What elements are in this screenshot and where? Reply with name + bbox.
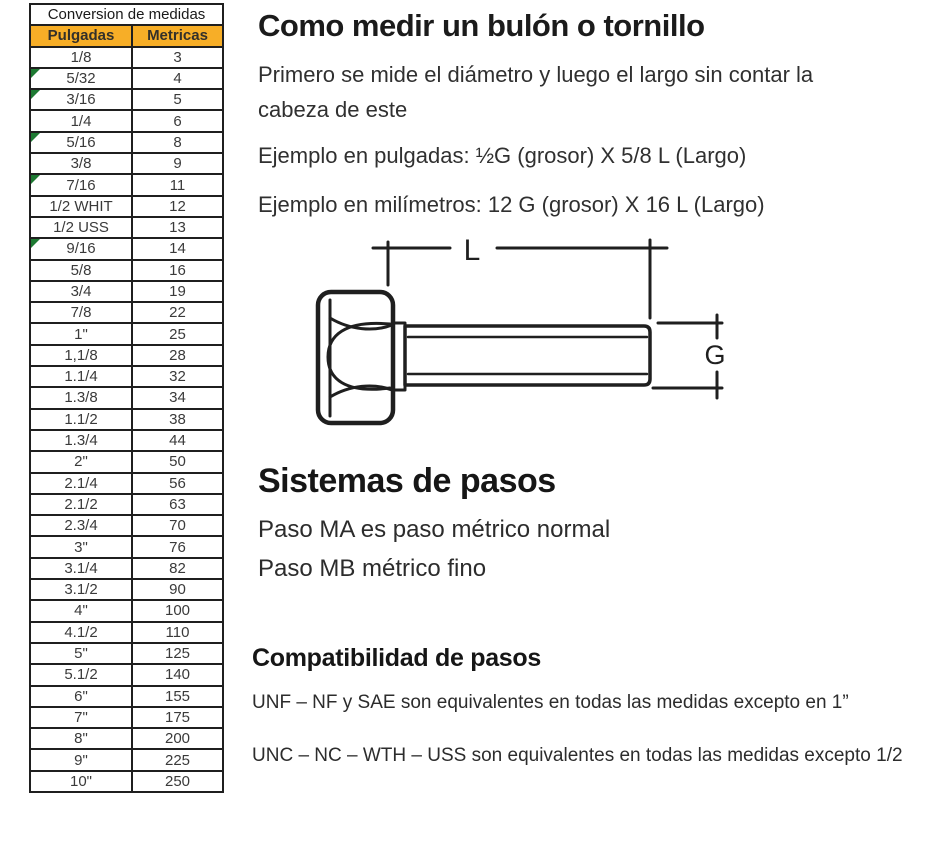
cell-pulgadas: 3/16: [30, 89, 132, 110]
column-header-pulgadas: Pulgadas: [30, 25, 132, 46]
table-row: [30, 430, 223, 451]
column-header-metricas: Metricas: [132, 25, 223, 46]
cell-pulgadas: 5.1/2: [30, 664, 132, 685]
cell-pulgadas: 1/2 USS: [30, 217, 132, 238]
cell-metricas: 3: [132, 47, 223, 68]
conversion-table-body: [30, 47, 223, 792]
table-row: [30, 387, 223, 408]
table-row: [30, 771, 223, 792]
table-row: [30, 515, 223, 536]
page-title: Como medir un bulón o tornillo: [258, 8, 705, 43]
table-row: [30, 260, 223, 281]
comment-marker: [31, 69, 40, 78]
cell-metricas: 110: [132, 622, 223, 643]
bolt-shaft: [405, 326, 650, 385]
table-row: [30, 664, 223, 685]
length-label: L: [463, 234, 481, 267]
cell-metricas: 225: [132, 749, 223, 770]
cell-metricas: 63: [132, 494, 223, 515]
cell-metricas: 140: [132, 664, 223, 685]
cell-metricas: 175: [132, 707, 223, 728]
table-row: [30, 132, 223, 153]
cell-pulgadas: 1/2 WHIT: [30, 196, 132, 217]
cell-metricas: 70: [132, 515, 223, 536]
table-row: [30, 110, 223, 131]
cell-pulgadas: 1": [30, 323, 132, 344]
table-row: [30, 451, 223, 472]
table-row: [30, 558, 223, 579]
pasos-title: Sistemas de pasos: [258, 462, 556, 500]
comment-marker: [31, 133, 40, 142]
cell-pulgadas: 2": [30, 451, 132, 472]
diameter-label: G: [704, 340, 726, 370]
cell-metricas: 6: [132, 110, 223, 131]
table-row: [30, 409, 223, 430]
cell-metricas: 13: [132, 217, 223, 238]
table-row: [30, 238, 223, 259]
table-title-row: [30, 4, 223, 25]
cell-pulgadas: 10": [30, 771, 132, 792]
bolt-head-facet-middle: [328, 323, 390, 389]
cell-pulgadas: 3.1/2: [30, 579, 132, 600]
table-row: [30, 473, 223, 494]
intro-line-2: cabeza de este: [258, 97, 408, 122]
cell-metricas: 34: [132, 387, 223, 408]
table-row: [30, 579, 223, 600]
table-row: [30, 217, 223, 238]
cell-pulgadas: 6": [30, 686, 132, 707]
pasos-line-1: Paso MA es paso métrico normal: [258, 516, 611, 543]
cell-metricas: 28: [132, 345, 223, 366]
table-row: [30, 302, 223, 323]
cell-pulgadas: 8": [30, 728, 132, 749]
table-row: [30, 686, 223, 707]
comment-marker: [31, 175, 40, 184]
table-header-row: [30, 25, 223, 46]
cell-pulgadas: 5/32: [30, 68, 132, 89]
cell-metricas: 56: [132, 473, 223, 494]
cell-metricas: 38: [132, 409, 223, 430]
cell-metricas: 22: [132, 302, 223, 323]
table-row: [30, 47, 223, 68]
table-row: [30, 536, 223, 557]
cell-pulgadas: 1.1/2: [30, 409, 132, 430]
pasos-line-2: Paso MB métrico fino: [258, 555, 487, 582]
cell-metricas: 14: [132, 238, 223, 259]
table-row: [30, 749, 223, 770]
cell-pulgadas: 9": [30, 749, 132, 770]
table-row: [30, 345, 223, 366]
table-row: [30, 707, 223, 728]
cell-pulgadas: 1/8: [30, 47, 132, 68]
cell-metricas: 125: [132, 643, 223, 664]
cell-pulgadas: 1/4: [30, 110, 132, 131]
cell-metricas: 76: [132, 536, 223, 557]
conversion-table: [29, 3, 224, 793]
cell-metricas: 50: [132, 451, 223, 472]
cell-pulgadas: 5/8: [30, 260, 132, 281]
cell-metricas: 200: [132, 728, 223, 749]
cell-pulgadas: 5/16: [30, 132, 132, 153]
table-row: [30, 68, 223, 89]
example-mm-text: Ejemplo en milímetros: 12 G (grosor) X 16 L (Largo): [258, 192, 765, 217]
cell-metricas: 25: [132, 323, 223, 344]
table-row: [30, 600, 223, 621]
cell-metricas: 32: [132, 366, 223, 387]
cell-pulgadas: 2.1/2: [30, 494, 132, 515]
cell-metricas: 12: [132, 196, 223, 217]
cell-metricas: 4: [132, 68, 223, 89]
cell-pulgadas: 1.1/4: [30, 366, 132, 387]
cell-metricas: 16: [132, 260, 223, 281]
intro-paragraph: [258, 57, 813, 127]
intro-line-1: Primero se mide el diámetro y luego el largo sin contar la: [258, 62, 814, 87]
cell-pulgadas: 3.1/4: [30, 558, 132, 579]
example-inches-text: Ejemplo en pulgadas: ½G (grosor) X 5/8 L (Largo): [258, 143, 747, 168]
comment-marker: [31, 239, 40, 248]
cell-pulgadas: 9/16: [30, 238, 132, 259]
cell-metricas: 250: [132, 771, 223, 792]
table-row: [30, 174, 223, 195]
cell-pulgadas: 3/4: [30, 281, 132, 302]
compat-line-2: UNC – NC – WTH – USS son equivalentes en todas las medidas excepto 1/2: [252, 745, 903, 766]
table-row: [30, 89, 223, 110]
cell-pulgadas: 7/8: [30, 302, 132, 323]
table-row: [30, 323, 223, 344]
cell-pulgadas: 3/8: [30, 153, 132, 174]
cell-metricas: 44: [132, 430, 223, 451]
cell-pulgadas: 7": [30, 707, 132, 728]
cell-pulgadas: 1,1/8: [30, 345, 132, 366]
table-row: [30, 366, 223, 387]
compat-title: Compatibilidad de pasos: [252, 644, 541, 672]
cell-metricas: 8: [132, 132, 223, 153]
cell-metricas: 100: [132, 600, 223, 621]
cell-pulgadas: 4.1/2: [30, 622, 132, 643]
comment-marker: [31, 90, 40, 99]
cell-pulgadas: 1.3/8: [30, 387, 132, 408]
compat-line-1: UNF – NF y SAE son equivalentes en todas las medidas excepto en 1”: [252, 692, 849, 713]
cell-metricas: 82: [132, 558, 223, 579]
cell-pulgadas: 2.3/4: [30, 515, 132, 536]
table-row: [30, 196, 223, 217]
table-title: Conversion de medidas: [30, 4, 223, 25]
cell-metricas: 9: [132, 153, 223, 174]
cell-metricas: 19: [132, 281, 223, 302]
cell-metricas: 90: [132, 579, 223, 600]
table-row: [30, 643, 223, 664]
table-row: [30, 494, 223, 515]
cell-metricas: 5: [132, 89, 223, 110]
bolt-diagram: [286, 224, 750, 452]
table-row: [30, 728, 223, 749]
cell-pulgadas: 2.1/4: [30, 473, 132, 494]
cell-pulgadas: 1.3/4: [30, 430, 132, 451]
cell-pulgadas: 3": [30, 536, 132, 557]
table-row: [30, 622, 223, 643]
table-row: [30, 153, 223, 174]
table-row: [30, 281, 223, 302]
cell-metricas: 11: [132, 174, 223, 195]
cell-pulgadas: 7/16: [30, 174, 132, 195]
cell-metricas: 155: [132, 686, 223, 707]
cell-pulgadas: 4": [30, 600, 132, 621]
cell-pulgadas: 5": [30, 643, 132, 664]
